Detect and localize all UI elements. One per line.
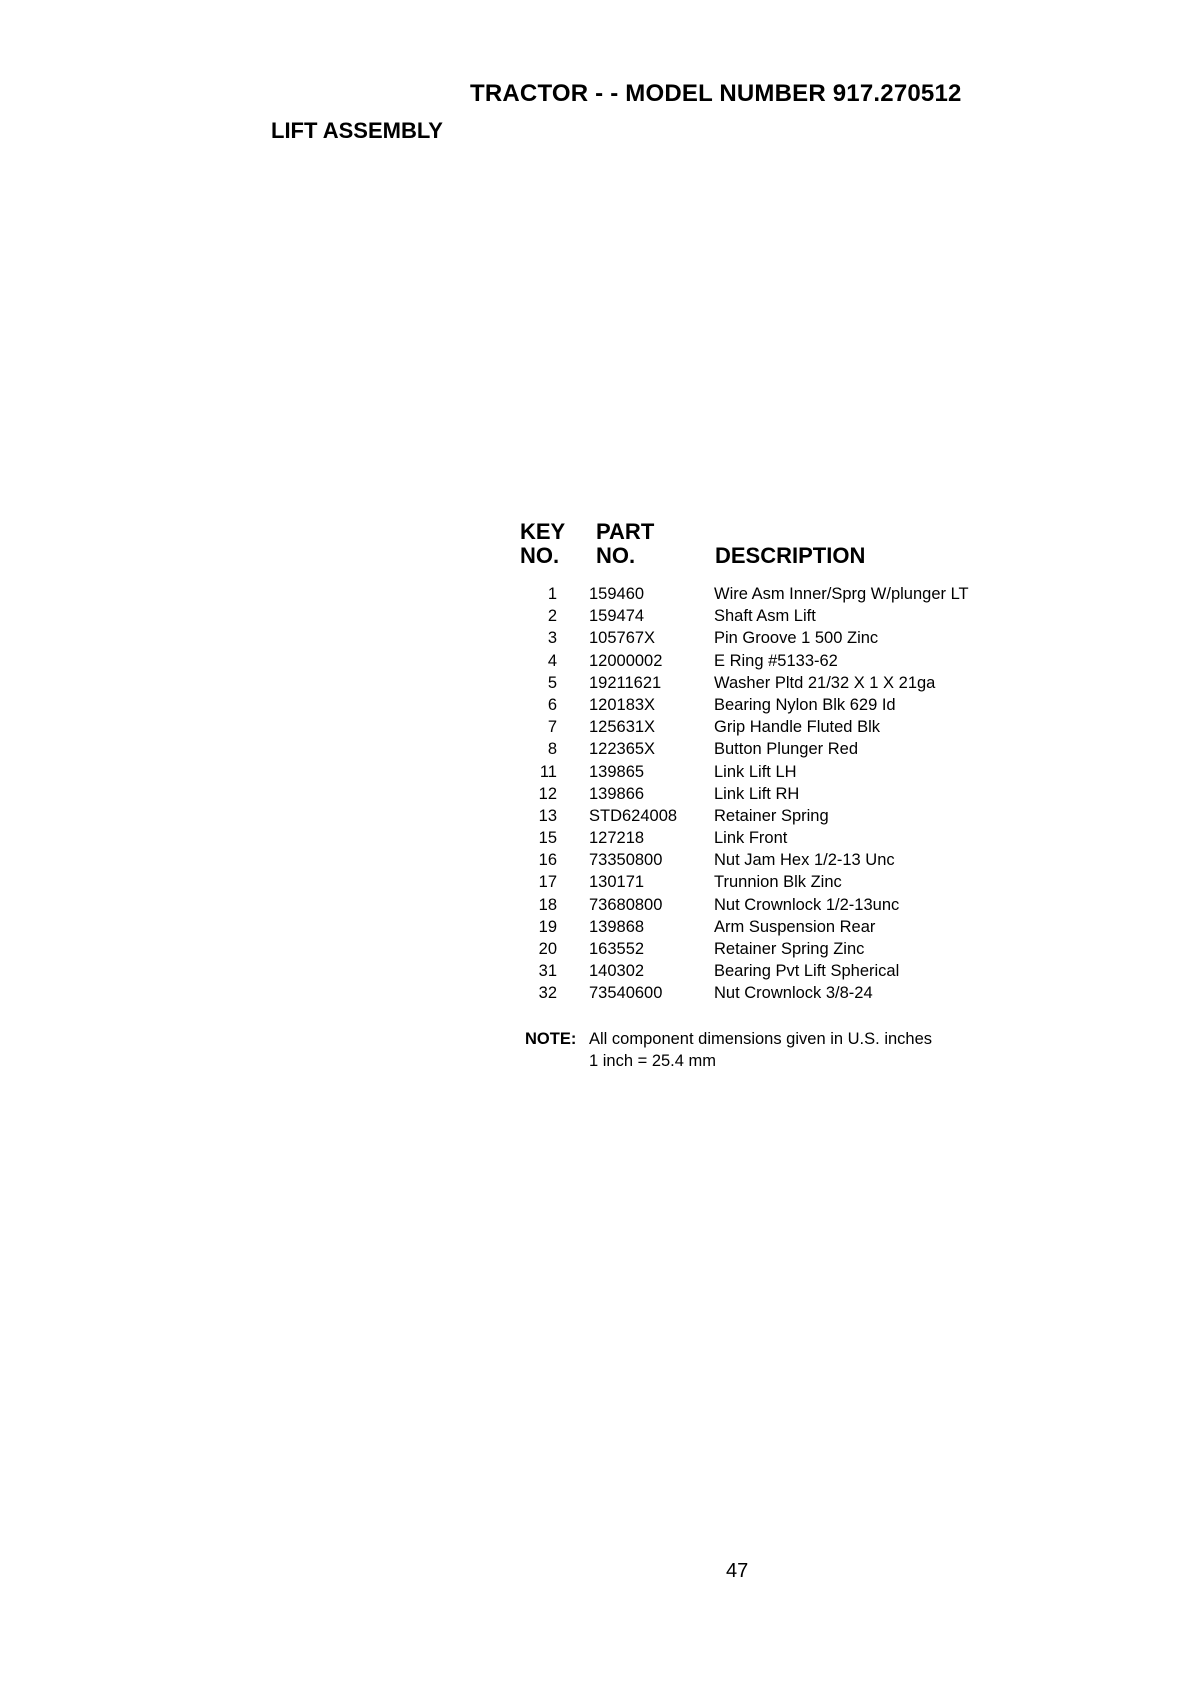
key-number: 2 bbox=[547, 607, 557, 626]
part-number: 139868 bbox=[589, 917, 645, 936]
section-title: LIFT ASSEMBLY bbox=[271, 118, 443, 143]
part-number: STD624008 bbox=[589, 806, 678, 825]
part-description: Nut Jam Hex 1/2-13 Unc bbox=[714, 851, 895, 870]
part-description: Pin Groove 1 500 Zinc bbox=[714, 629, 879, 648]
part-number: 73540600 bbox=[589, 984, 663, 1003]
page-title: TRACTOR - - MODEL NUMBER 917.270512 bbox=[470, 80, 962, 107]
part-description: Wire Asm Inner/Sprg W/plunger LT bbox=[714, 585, 969, 603]
table-row bbox=[520, 740, 1040, 762]
part-description: Nut Crownlock 1/2-13unc bbox=[714, 895, 900, 914]
part-number: 19211621 bbox=[589, 673, 662, 692]
part-number: 73350800 bbox=[589, 851, 663, 870]
part-description: Washer Pltd 21/32 X 1 X 21ga bbox=[714, 673, 936, 692]
part-number: 140302 bbox=[589, 962, 645, 981]
part-number: 130171 bbox=[589, 873, 645, 892]
key-number: 5 bbox=[547, 673, 557, 692]
table-row bbox=[520, 785, 1040, 807]
part-description: Trunnion Blk Zinc bbox=[714, 873, 842, 892]
parts-rows bbox=[520, 585, 1040, 1007]
table-row bbox=[520, 851, 1040, 873]
table-row bbox=[520, 984, 1040, 1006]
note-line1: All component dimensions given in U.S. inches bbox=[589, 1030, 933, 1048]
key-number: 3 bbox=[547, 629, 557, 648]
key-number: 7 bbox=[547, 718, 557, 737]
key-number: 16 bbox=[538, 851, 557, 870]
part-description: Bearing Nylon Blk 629 Id bbox=[714, 695, 896, 714]
part-number: 12000002 bbox=[589, 651, 663, 670]
table-row bbox=[520, 962, 1040, 984]
key-number: 6 bbox=[547, 695, 557, 714]
column-header-key-line1: KEY bbox=[520, 519, 566, 544]
key-number: 4 bbox=[547, 651, 557, 670]
key-number: 1 bbox=[547, 585, 557, 603]
part-description: Retainer Spring bbox=[714, 806, 829, 825]
table-row bbox=[520, 763, 1040, 785]
part-description: Grip Handle Fluted Blk bbox=[714, 718, 880, 737]
key-number: 12 bbox=[538, 784, 557, 803]
note-line2: 1 inch = 25.4 mm bbox=[589, 1052, 717, 1070]
key-number: 11 bbox=[539, 762, 557, 781]
part-number: 125631X bbox=[589, 718, 656, 737]
column-header-part-line1: PART bbox=[596, 519, 655, 544]
part-description: E Ring #5133-62 bbox=[714, 651, 838, 670]
part-description: Nut Crownlock 3/8-24 bbox=[714, 984, 873, 1003]
table-row bbox=[520, 940, 1040, 962]
key-number: 15 bbox=[538, 829, 557, 848]
part-description: Shaft Asm Lift bbox=[714, 607, 816, 626]
part-description: Retainer Spring Zinc bbox=[714, 940, 865, 958]
key-number: 13 bbox=[538, 806, 557, 825]
table-row bbox=[520, 873, 1040, 895]
part-number: 159460 bbox=[589, 585, 645, 603]
part-number: 73680800 bbox=[589, 895, 663, 914]
part-description: Link Front bbox=[714, 829, 788, 848]
part-number: 163552 bbox=[589, 940, 645, 958]
note bbox=[525, 1028, 932, 1072]
key-number: 31 bbox=[538, 962, 557, 981]
note-label: NOTE: bbox=[525, 1030, 577, 1048]
part-number: 120183X bbox=[589, 695, 656, 714]
part-number: 139865 bbox=[589, 762, 645, 781]
part-description: Arm Suspension Rear bbox=[714, 917, 876, 936]
table-row bbox=[520, 629, 1040, 651]
table-row bbox=[520, 696, 1040, 718]
column-header-key-line2: NO. bbox=[520, 543, 560, 568]
column-header-description: DESCRIPTION bbox=[715, 543, 866, 568]
part-number: 105767X bbox=[589, 629, 656, 648]
table-row bbox=[520, 829, 1040, 851]
page-number: 47 bbox=[726, 1560, 749, 1582]
part-number: 139866 bbox=[589, 784, 645, 803]
key-number: 17 bbox=[538, 873, 557, 892]
column-header-part-line2: NO. bbox=[596, 543, 636, 568]
key-number: 19 bbox=[538, 917, 557, 936]
key-number: 18 bbox=[538, 895, 557, 914]
key-number: 20 bbox=[538, 940, 557, 958]
key-number: 32 bbox=[538, 984, 557, 1003]
part-description: Link Lift LH bbox=[714, 762, 797, 781]
part-number: 159474 bbox=[589, 607, 645, 626]
table-row bbox=[520, 585, 1040, 607]
part-description: Bearing Pvt Lift Spherical bbox=[714, 962, 900, 981]
part-description: Button Plunger Red bbox=[714, 740, 859, 759]
table-row bbox=[520, 718, 1040, 740]
table-row bbox=[520, 607, 1040, 629]
table-row bbox=[520, 896, 1040, 918]
table-row bbox=[520, 674, 1040, 696]
part-number: 127218 bbox=[589, 829, 645, 848]
table-row bbox=[520, 807, 1040, 829]
part-number: 122365X bbox=[589, 740, 656, 759]
table-row bbox=[520, 918, 1040, 940]
part-description: Link Lift RH bbox=[714, 784, 800, 803]
key-number: 8 bbox=[547, 740, 557, 759]
table-row bbox=[520, 652, 1040, 674]
